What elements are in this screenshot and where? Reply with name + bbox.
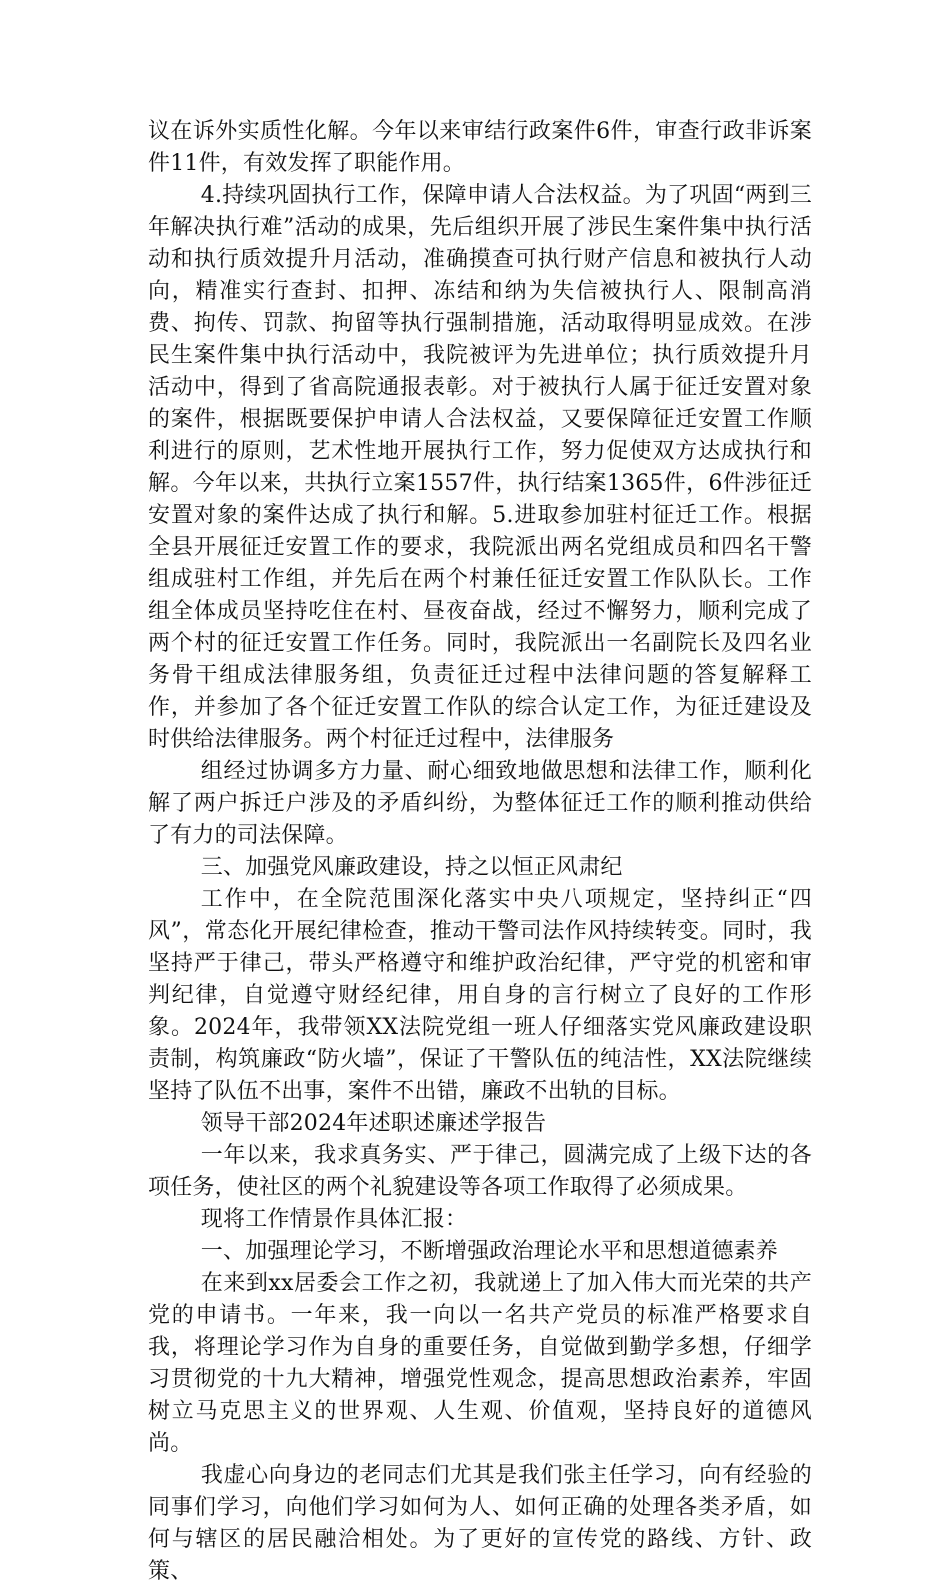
paragraph: 工作中，在全院范围深化落实中央八项规定，坚持纠正“四风”，常态化开展纪律检查，推动干警司法作风持续转变。同时，我坚持严于律己，带头严格遵守和维护政治纪律，严守党的机密和审判纪律，自觉遵守财经纪律，用自身的言行树立了良好的工作形象。2024年，我带领XX法院党组一班人仔细落实党风廉政建设职责制，构筑廉政“防火墙”，保证了干警队伍的纯洁性，XX法院继续坚持了队伍不出事，案件不出错，廉政不出轨的目标。 bbox=[148, 887, 812, 1104]
paragraph: 组经过协调多方力量、耐心细致地做思想和法律工作，顺利化解了两户拆迁户涉及的矛盾纠纷，为整体征迁工作的顺利推动供给了有力的司法保障。 bbox=[148, 759, 812, 848]
section-heading: 三、加强党风廉政建设，持之以恒正风肃纪 bbox=[200, 855, 623, 880]
paragraph: 议在诉外实质性化解。今年以来审结行政案件6件，审查行政非诉案件11件，有效发挥了职能作用。 bbox=[148, 119, 812, 176]
paragraph: 现将工作情景作具体汇报： bbox=[200, 1207, 468, 1232]
document-body bbox=[148, 116, 812, 1588]
paragraph: 在来到xx居委会工作之初，我就递上了加入伟大而光荣的共产党的申请书。一年来，我一向以一名共产党员的标准严格要求自我，将理论学习作为自身的重要任务，自觉做到勤学多想，仔细学习贯彻党的十九大精神，增强党性观念，提高思想政治素养，牢固树立马克思主义的世界观、人生观、价值观，坚持良好的道德风尚。 bbox=[148, 1271, 812, 1456]
paragraph: 一年以来，我求真务实、严于律己，圆满完成了上级下达的各项任务，使社区的两个礼貌建设等各项工作取得了必须成果。 bbox=[148, 1143, 812, 1200]
paragraph: 4.持续巩固执行工作，保障申请人合法权益。为了巩固“两到三年解决执行难”活动的成果，先后组织开展了涉民生案件集中执行活动和执行质效提升月活动，准确摸查可执行财产信息和被执行人动向，精准实行查封、扣押、冻结和纳为失信被执行人、限制高消费、拘传、罚款、拘留等执行强制措施，活动取得明显成效。在涉民生案件集中执行活动中，我院被评为先进单位；执行质效提升月活动中，得到了省高院通报表彰。对于被执行人属于征迁安置对象的案件，根据既要保护申请人合法权益，又要保障征迁安置工作顺利进行的原则，艺术性地开展执行工作，努力促使双方达成执行和解。今年以来，共执行立案1557件，执行结案1365件，6件涉征迁安置对象的案件达成了执行和解。5.进取参加驻村征迁工作。根据全县开展征迁安置工作的要求，我院派出两名党组成员和四名干警组成驻村工作组，并先后在两个村兼任征迁安置工作队队长。工作组全体成员坚持吃住在村、昼夜奋战，经过不懈努力，顺利完成了两个村的征迁安置工作任务。同时，我院派出一名副院长及四名业务骨干组成法律服务组，负责征迁过程中法律问题的答复解释工作，并参加了各个征迁安置工作队的综合认定工作，为征迁建设及时供给法律服务。两个村征迁过程中，法律服务 bbox=[148, 183, 812, 752]
section-heading: 一、加强理论学习，不断增强政治理论水平和思想道德素养 bbox=[200, 1239, 778, 1264]
report-title: 领导干部2024年述职述廉述学报告 bbox=[200, 1111, 547, 1136]
paragraph: 我虚心向身边的老同志们尤其是我们张主任学习，向有经验的同事们学习，向他们学习如何为人、如何正确的处理各类矛盾，如何与辖区的居民融洽相处。为了更好的宣传党的路线、方针、政策、 bbox=[148, 1463, 812, 1584]
